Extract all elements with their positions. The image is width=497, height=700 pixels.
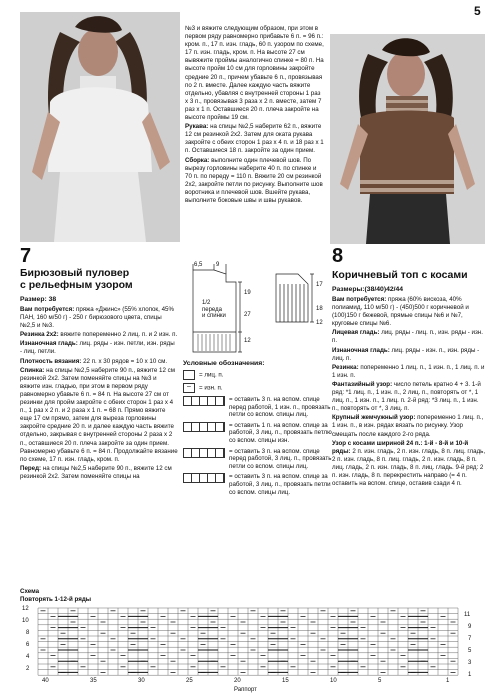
dim-label: 9 xyxy=(216,262,220,268)
m7-paragraph: Спинка: на спицы №2,5 наберите 90 п., вяжите 12 см резинкой 2х2. Затем поменяйте спицы на №3 и вяжите изн. гладью, при этом в первом ряду равномерно убавьте 6 п. = 84 п. На высоте 27 см от резинки для пройм закройте с обеих сторон 1 раз х 4 п., 1 раз х 2 п. и 2 раза х 1 п. = 68 п. Прямо вяжите еще 17 см прямо, затем для выреза горловины закройте средние 20 п. и далее каждую часть вяжите отдельно, закрывая с внутренней стороны 2 раза х 2 п., оставшиеся 20 п. плеча закройте за один прием. Равномерно убавьте 6 п. = 84 п. Продолжайте вязание по схеме, 17 п. изн. гладь, кром. п. xyxy=(20,366,178,463)
m8-paragraph: Вам потребуется: пряжа (60% вискоза, 40% полиамид, 110 м/50 г) - (450)500 г коричневой и (100)150 г бежевой, прямые спицы №6 и №7, круговые спицы №6. xyxy=(332,296,469,328)
chart-row-label: 10 xyxy=(22,618,29,624)
dim-label: 6,5 xyxy=(194,262,203,268)
chart-col-label: 5 xyxy=(378,678,382,684)
model-8-photo xyxy=(330,34,485,244)
m7-paragraph: Перед: на спицы №2,5 наберите 90 п., вяжите 12 см резинкой 2х2. Затем поменяйте спицы на xyxy=(20,464,172,480)
cable-symbol-icon xyxy=(183,396,225,406)
legend-item: = оставить 3 п. на вспом. спице перед работой, 3 лиц. п., провязать петли со вспом. спицы лиц. xyxy=(183,448,333,471)
knitting-chart xyxy=(20,606,480,694)
chart-row-label: 2 xyxy=(26,666,30,672)
chart-title: Схема xyxy=(20,588,40,595)
model-7-size: Размер: 38 xyxy=(20,296,57,303)
cable-symbol-icon xyxy=(183,422,225,432)
legend-item: = лиц. п. xyxy=(183,370,333,380)
chart-col-label: 10 xyxy=(330,678,337,684)
chart-row-label: 1 xyxy=(468,672,472,678)
model-8-number: 8 xyxy=(332,245,344,267)
col2-paragraph: Сборка: выполните один плечевой шов. По вырезу горловины наберите 40 п. по спинке и 70 п. по переду = 110 п. Вяжите 20 см резинкой 2х2, закройте петли по рисунку. Выполните шов воротника и плечевой шов. Вшейте рукава, выполните боковые швы и швы рукавов. xyxy=(185,156,323,204)
knit-symbol-icon xyxy=(183,370,195,380)
chart-row-label: 9 xyxy=(468,624,472,630)
m8-paragraph: Узор с косами шириной 24 п.: 1-й - 8-й и 10-й ряды: 2 п. изн. гладь, 2 п. изн. гладь, 8 п. лиц. гладь, 2 п. изн. гладь, 8 п. лиц. гладь, 2 п. изн. гладь, 8 п. лиц. гладь, 2 п. изн. гладь, 8 п. лиц. гладь. 9-й ряд: 2 п. изн. гладь, 8 п. перекрестить направо (= 4 п. оставить на вспом. спице, оставив сзади 4 п. xyxy=(332,439,486,488)
col2-paragraph: Рукава: на спицы №2,5 наберите 62 п., вяжите 12 см резинкой 2х2. Затем для оката рукава закройте с обеих сторон 1 раз х 4 п. и 18 раз х 1 п. Оставшиеся 18 п. закройте за один прием. xyxy=(185,123,324,155)
m7-paragraph: Изнаночная гладь: лиц. ряды - изн. петли, изн. ряды - лиц. петли. xyxy=(20,340,175,356)
dim-label: 17 xyxy=(316,282,323,288)
chart-row-label: 7 xyxy=(468,636,472,642)
chart-row-label: 3 xyxy=(468,660,472,666)
legend-title: Условные обозначения: xyxy=(183,360,265,367)
instructions-column-1 xyxy=(20,306,178,482)
chart-row-label: 11 xyxy=(464,612,471,618)
half-front-back-label: 1/2 переда и спинки xyxy=(202,300,226,319)
cable-symbol-icon xyxy=(183,448,225,458)
chart-col-label: 40 xyxy=(42,678,49,684)
model-7-title: Бирюзовый пуловер с рельефным узором xyxy=(20,267,133,291)
m8-paragraph: Фантазийный узор: число петель кратно 4 + 3. 1-й ряд: *1 лиц. п., 1 изн. п., 2 лиц. п., повторять от *, 1 лиц. п., 1 изн. п., 1 лиц. п. 2-й ряд: *3 лиц. п., 1 изн. п., повторять от *, 3 лиц. п. xyxy=(332,380,481,413)
model-8-size: Размеры:(38/40)42/44 xyxy=(332,286,404,293)
chart-grid xyxy=(38,608,458,694)
chart-row-label: 8 xyxy=(26,630,30,636)
chart-col-label: 15 xyxy=(282,678,289,684)
model-7-photo xyxy=(20,12,180,242)
dim-label: 19 xyxy=(244,290,251,296)
instructions-column-2 xyxy=(185,25,325,206)
chart-col-label: 1 xyxy=(446,678,450,684)
m8-paragraph: Резинка: попеременно 1 лиц. п., 1 изн. п., 1 лиц. п. и 1 изн. п. xyxy=(332,363,485,379)
dim-label: 12 xyxy=(316,320,323,326)
garment-schematic xyxy=(188,262,328,357)
rapport-label: Раппорт xyxy=(234,687,257,693)
legend-item: = оставить 3 п. на вспом. спице за работой, 3 лиц. п., провязать петли со вспом. спицы лиц. xyxy=(183,473,333,496)
m7-paragraph: Вам потребуется: пряжа «Джинс» (55% хлопок, 45% ПАН, 160 м/50 г) - 250 г бирюзового цвета, спицы №2,5 и №3. xyxy=(20,306,174,330)
col2-paragraph: №3 и вяжите следующим образом, при этом в первом ряду равномерно прибавьте 6 п. = 96 п.: кром. п., 17 п. изн. гладь, 60 п. узором по схеме, 17 п. изн. гладь, кром. п. На высоте 27 см вывяжите проймы аналогично спинке = 80 п. На высоте пройм 10 см для горловины закройте средние 20 п., причем убавьте 6 п., провязывая по 2 п. вместе. Далее каждую часть вяжите отдельно, убавляя с внутренней стороны 1 раз х 3 п., провязывая 3 раза х 2 п. вместе, затем 7 раз х 1 п. Оставшиеся 20 п. плеча закройте на высоте проймы 19 см. xyxy=(185,25,324,122)
chart-row-label: 12 xyxy=(22,606,29,612)
chart-subtitle: Повторять 1-12-й ряды xyxy=(20,596,92,603)
m8-paragraph: Крупный жемчужный узор: попеременно 1 лиц. п., 1 изн. п., в изн. рядах вязать по рисунку. Узор смещать после каждого 2-го ряда. xyxy=(332,414,484,438)
legend-item: = оставить 3 п. на вспом. спице перед работой, 1 изн. п., провязать петли со вспом. спицы лиц. xyxy=(183,396,333,419)
m7-paragraph: Плотность вязания: 22 п. х 30 рядов = 10 х 10 см. xyxy=(20,357,168,365)
chart-col-label: 30 xyxy=(138,678,145,684)
m7-paragraph: Резинка 2х2: вяжите попеременно 2 лиц. п. и 2 изн. п. xyxy=(20,331,178,339)
instructions-column-3 xyxy=(332,296,487,489)
model-8-title: Коричневый топ с косами xyxy=(332,269,468,281)
m8-paragraph: Лицевая гладь: лиц. ряды - лиц. п., изн. ряды - изн. п. xyxy=(332,329,483,345)
legend-item: – = изн. п. xyxy=(183,383,333,393)
chart-row-label: 6 xyxy=(26,642,30,648)
page-number: 5 xyxy=(474,4,481,18)
m8-paragraph: Изнаночная гладь: лиц. ряды - изн. п., изн. ряды - лиц. п. xyxy=(332,346,480,362)
chart-col-label: 35 xyxy=(90,678,97,684)
dim-label: 12 xyxy=(244,338,251,344)
chart-row-label: 5 xyxy=(468,648,472,654)
purl-symbol-icon: – xyxy=(183,383,195,393)
chart-row-label: 4 xyxy=(26,654,30,660)
dim-label: 27 xyxy=(244,312,251,318)
dim-label: 18 xyxy=(316,306,323,312)
cable-symbol-icon xyxy=(183,473,225,483)
chart-col-label: 20 xyxy=(234,678,241,684)
model-7-number: 7 xyxy=(20,245,32,267)
legend-item: = оставить 1 п. на вспом. спице за работой, 3 лиц. п., провязать петлю со вспом. спицы изн. xyxy=(183,422,333,445)
chart-col-label: 25 xyxy=(186,678,193,684)
legend xyxy=(183,360,333,496)
